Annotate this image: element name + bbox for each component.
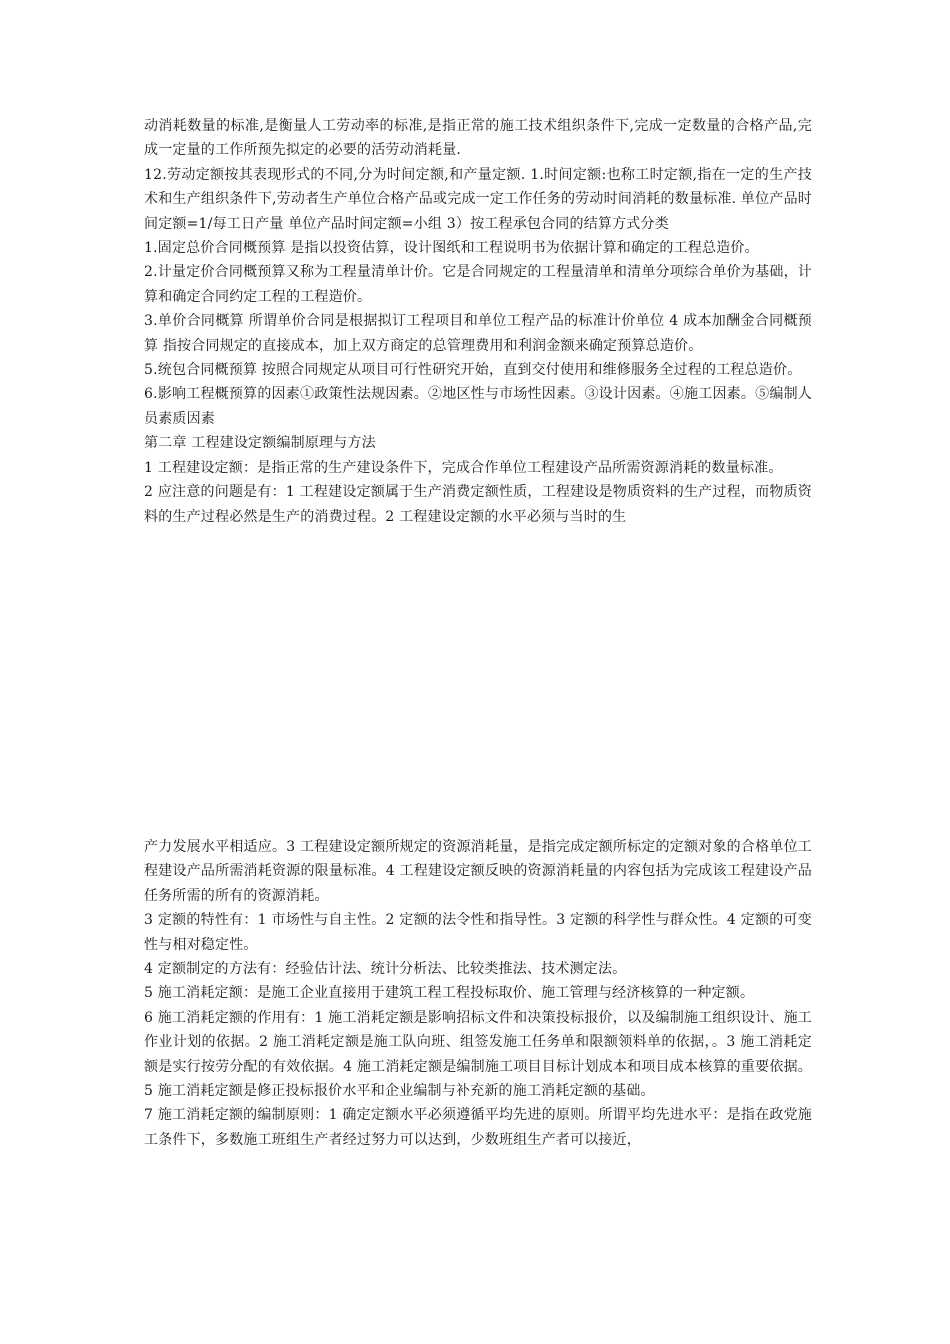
paragraph: 2.计量定价合同概预算又称为工程量清单计价。它是合同规定的工程量清单和清单分项综合单价为基础，计算和确定合同约定工程的工程造价。 [144, 264, 812, 305]
paragraph: 3 定额的特性有：1 市场性与自主性。2 定额的法令性和指导性。3 定额的科学性与群众性。4 定额的可变性与相对稳定性。 [144, 912, 812, 953]
paragraph: 6 施工消耗定额的作用有：1 施工消耗定额是影响招标文件和决策投标报价，以及编制施工组织设计、施工作业计划的依据。2 施工消耗定额是施工队向班、组签发施工任务单和限额领料单的依据，。3 施工消耗定额是实行按劳分配的有效依据。4 施工消耗定额是编制施工项目目标计划成本和项目成本核算的重要依据。5 施工消耗定额是修正投标报价水平和企业编制与补充新的施工消耗定额的基础。 [144, 1009, 812, 1100]
paragraph: 3.单价合同概算 所谓单价合同是根据拟订工程项目和单位工程产品的标准计价单位 4 成本加酬金合同概预算 指按合同规定的直接成本，加上双方商定的总管理费用和利润金额来确定预算总造价。 [144, 313, 812, 354]
paragraph: 1.固定总价合同概预算 是指以投资估算，设计图纸和工程说明书为依据计算和确定的工程总造价。 [144, 240, 759, 257]
paragraph: 2 应注意的问题是有：1 工程建设定额属于生产消费定额性质，工程建设是物质资料的生产过程，而物质资料的生产过程必然是生产的消费过程。2 工程建设定额的水平必须与当时的生 [144, 484, 812, 525]
paragraph: 5 施工消耗定额：是施工企业直接用于建筑工程工程投标取价、施工管理与经济核算的一种定额。 [144, 985, 755, 1002]
paragraph: 6.影响工程概预算的因素①政策性法规因素。②地区性与市场性因素。③设计因素。④施工因素。⑤编制人员素质因素 [144, 386, 812, 427]
paragraph: 4 定额制定的方法有：经验估计法、统计分析法、比较类推法、技术测定法。 [144, 961, 627, 978]
paragraph: 1 工程建设定额：是指正常的生产建设条件下，完成合作单位工程建设产品所需资源消耗的数量标准。 [144, 459, 783, 476]
paragraph: 产力发展水平相适应。3 工程建设定额所规定的资源消耗量，是指完成定额所标定的定额对象的合格单位工程建设产品所需消耗资源的限量标准。4 工程建设定额反映的资源消耗量的内容包括为完成该工程建设产品任务所需的所有的资源消耗。 [144, 839, 812, 904]
chapter-heading: 第二章 工程建设定额编制原理与方法 [144, 435, 376, 452]
paragraph: 5.统包合同概预算 按照合同规定从项目可行性研究开始，直到交付使用和维修服务全过程的工程总造价。 [144, 362, 802, 379]
paragraph: 12.劳动定额按其表现形式的不同,分为时间定额,和产量定额. 1.时间定额:也称工时定额,指在一定的生产技术和生产组织条件下,劳动者生产单位合格产品或完成一定工作任务的劳动时间消耗的数量标准. 单位产品时间定额=1/每工日产量 单位产品时间定额=小组 3）按工程承包合同的结算方式分类 [144, 166, 812, 232]
text-block-top [144, 114, 812, 529]
paragraph: 7 施工消耗定额的编制原则：1 确定定额水平必须遵循平均先进的原则。所谓平均先进水平：是指在政党施工条件下，多数施工班组生产者经过努力可以达到，少数班组生产者可以接近， [144, 1107, 812, 1148]
text-block-bottom [144, 835, 812, 1152]
paragraph: 动消耗数量的标准,是衡量人工劳动率的标准,是指正常的施工技术组织条件下,完成一定数量的合格产品,完成一定量的工作所预先拟定的必要的活劳动消耗量. [144, 118, 812, 159]
